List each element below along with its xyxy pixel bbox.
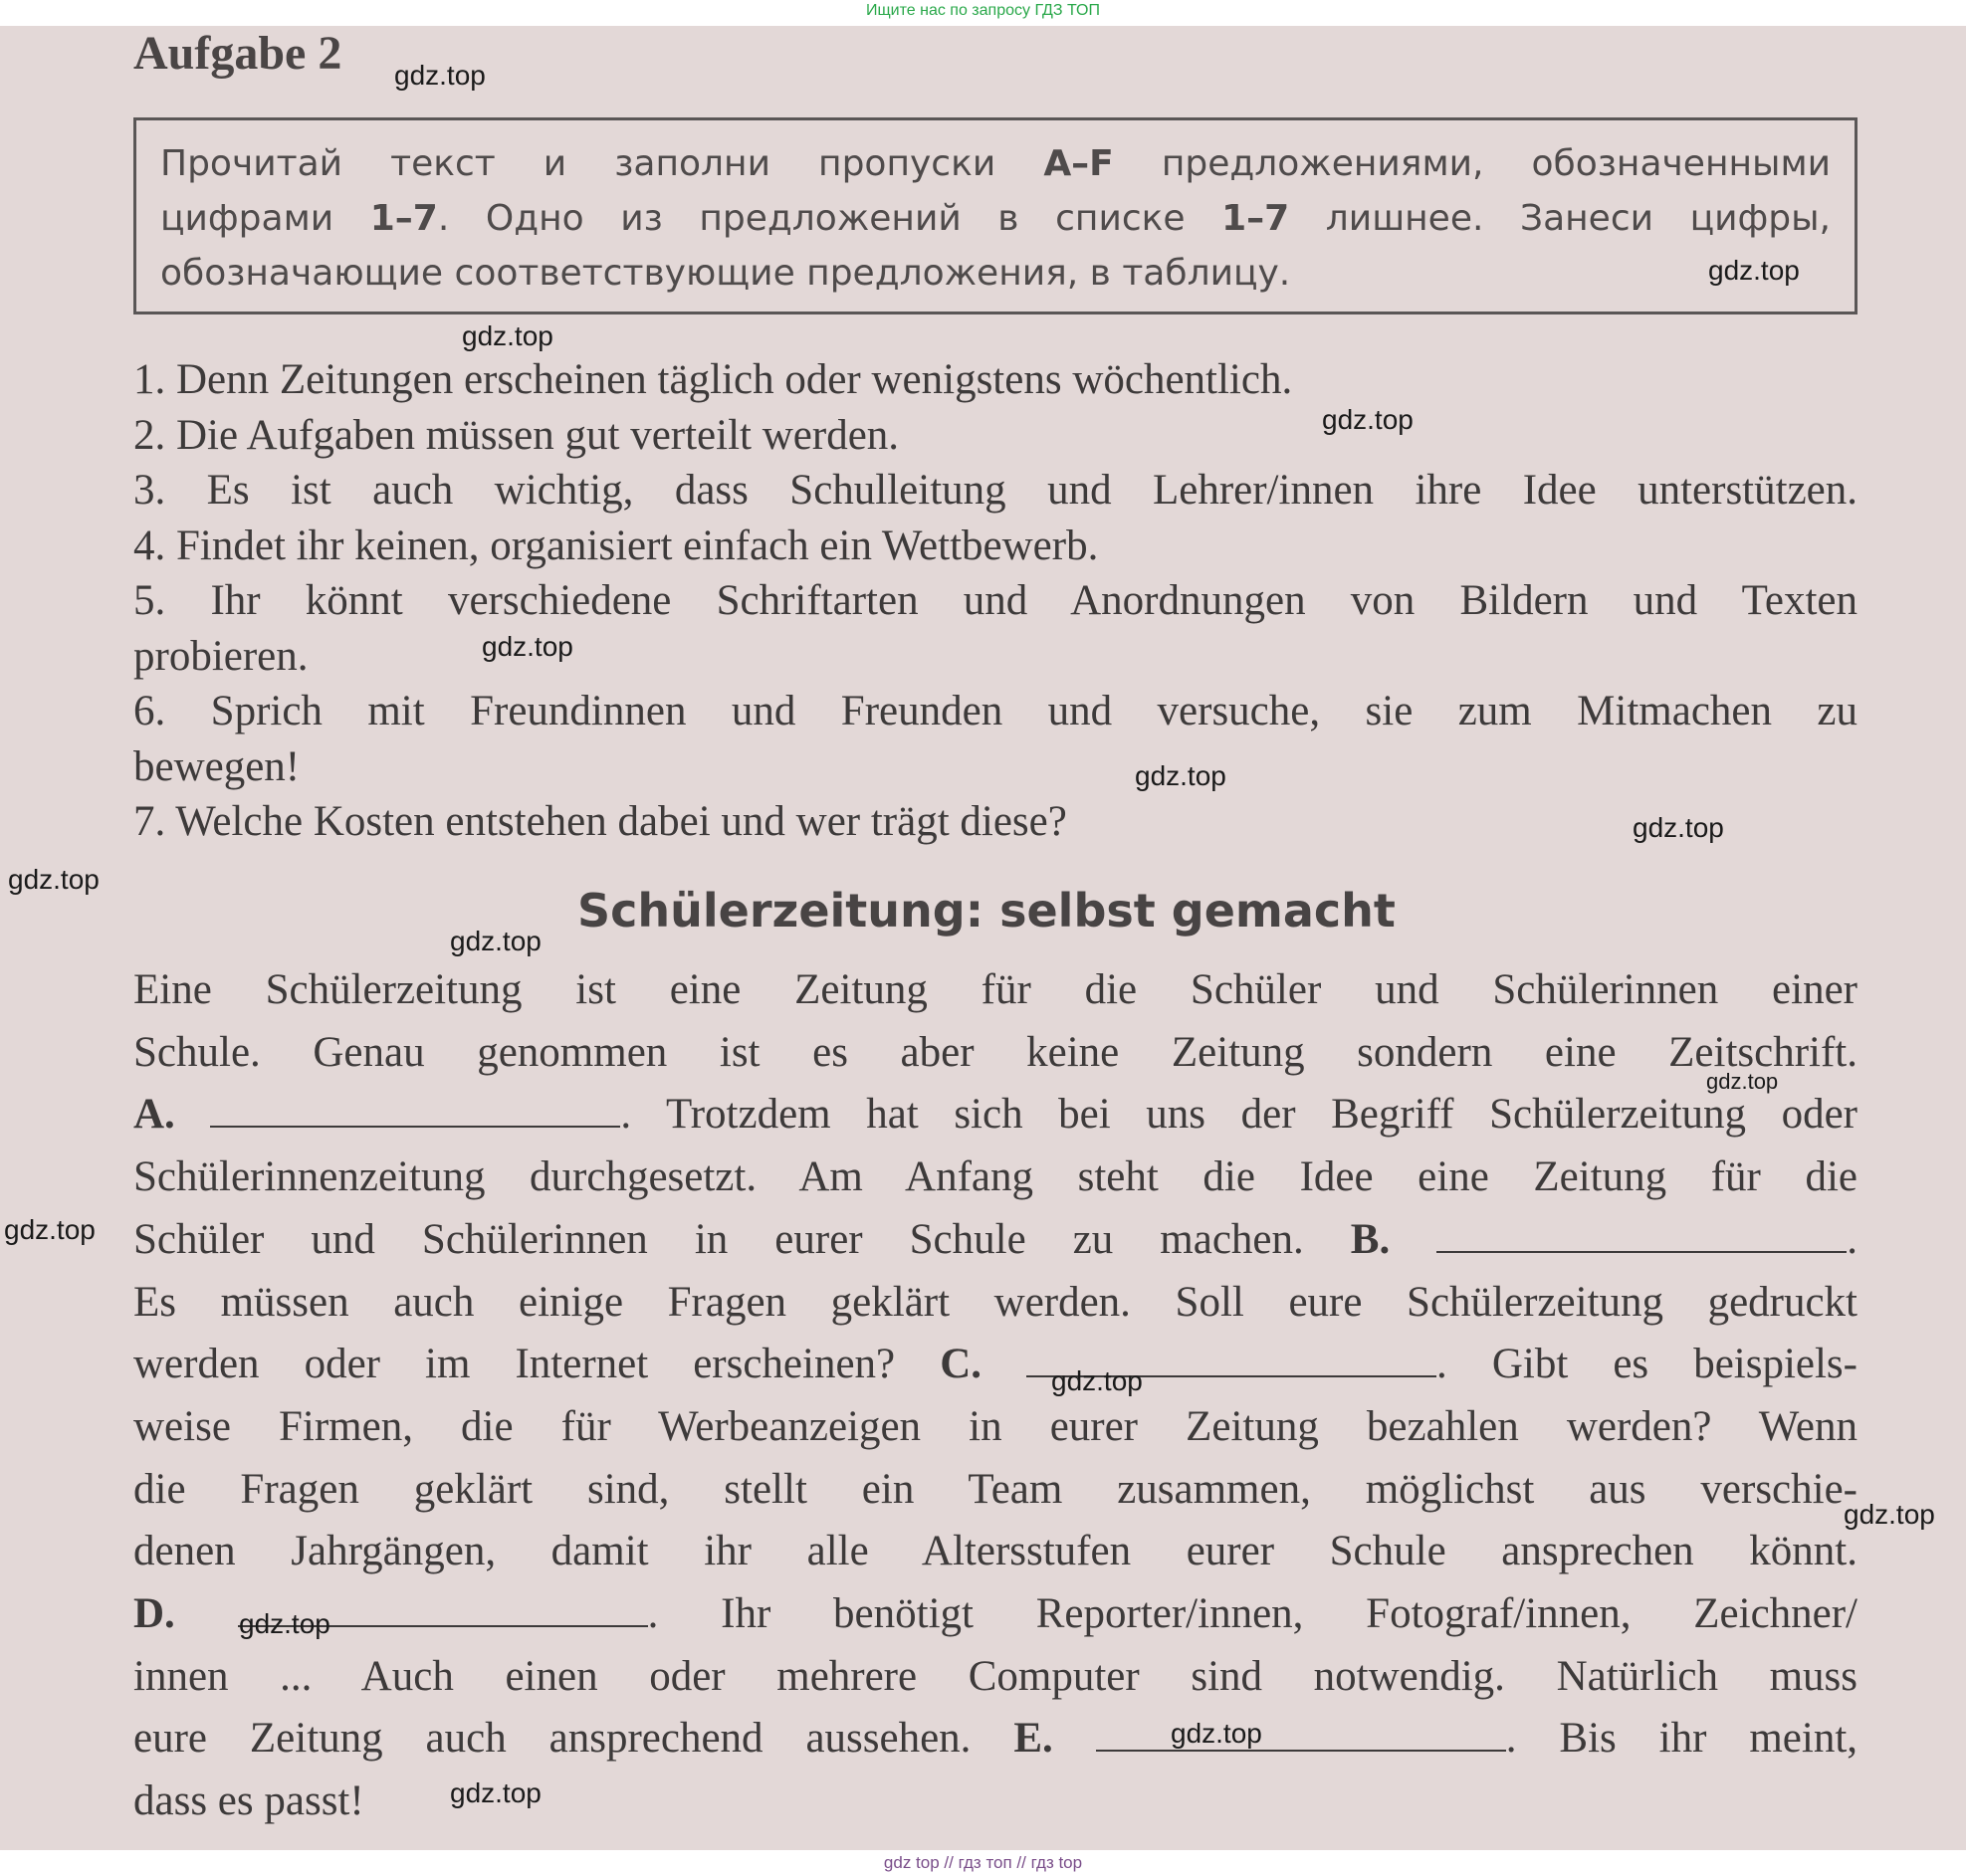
- gap-label-e: E.: [1013, 1715, 1053, 1763]
- watermark: gdz.top: [450, 1777, 542, 1808]
- watermark: gdz.top: [1171, 1718, 1262, 1749]
- watermark: gdz.top: [1051, 1365, 1143, 1396]
- sentence-list: [133, 352, 1857, 850]
- sentence-7: 7. Welche Kosten entstehen dabei und wer trägt diese?: [133, 798, 1067, 845]
- watermark: gdz.top: [1135, 760, 1226, 791]
- article-line: Eine Schülerzeitung ist eine Zeitung für die Schüler und Schülerinnen einer: [133, 966, 1857, 1013]
- instruction-line-2: цифрами 1–7. Одно из предложений в списке 1–7 лишнее. Занеси цифры,: [160, 198, 1832, 239]
- gap-label-b: B.: [1350, 1215, 1391, 1263]
- gap-label-c: C.: [940, 1341, 982, 1388]
- article-line: Schüler und Schülerinnen in eurer Schule zu machen. B. .: [133, 1215, 1858, 1263]
- article-line: Es müssen auch einige Fragen geklärt werden. Soll eure Schülerzeitung gedruckt: [133, 1278, 1857, 1326]
- watermark: gdz.top: [482, 631, 573, 662]
- sentence-6-line-1: 6. Sprich mit Freundinnen und Freunden und versuche, sie zum Mitmachen zu: [133, 688, 1857, 734]
- article-title: Schülerzeitung: selbst gemacht: [577, 884, 1396, 938]
- sentence-5-line-2: probieren.: [133, 632, 309, 680]
- article-line: die Fragen geklärt sind, stellt ein Team zusammen, möglichst aus verschie-: [133, 1465, 1857, 1513]
- sentence-4: 4. Findet ihr keinen, organisiert einfach ein Wettbewerb.: [133, 521, 1099, 569]
- article-line: weise Firmen, die für Werbeanzeigen in eurer Zeitung bezahlen werden? Wenn: [133, 1402, 1857, 1450]
- watermark: gdz.top: [1844, 1499, 1935, 1530]
- watermark: gdz.top: [462, 320, 553, 351]
- sentence-2: 2. Die Aufgaben müssen gut verteilt werden.: [133, 411, 900, 459]
- article-line: Schülerinnenzeitung durchgesetzt. Am Anfang steht die Idee eine Zeitung für die: [133, 1153, 1857, 1201]
- watermark: gdz.top: [1322, 404, 1414, 435]
- watermark: gdz.top: [239, 1608, 330, 1639]
- gap-label-d: D.: [133, 1590, 175, 1638]
- article-text: [133, 959, 1857, 1833]
- article-line: werden oder im Internet erscheinen? C. . Gibt es beispiels-: [133, 1341, 1857, 1388]
- instruction-line-3: обозначающие соответствующие предложения, в таблицу.: [160, 253, 1291, 294]
- blank-b: [1436, 1215, 1847, 1253]
- instruction-line-1: Прочитай текст и заполни пропуски A–F предложениями, обозначенными: [160, 143, 1831, 184]
- sentence-3: 3. Es ist auch wichtig, dass Schulleitung und Lehrer/innen ihre Idee unterstützen.: [133, 467, 1857, 514]
- article-line: innen ... Auch einen oder mehrere Computer sind notwendig. Natürlich muss: [133, 1652, 1857, 1700]
- sentence-6-line-2: bewegen!: [133, 742, 301, 790]
- watermark: gdz.top: [4, 1214, 96, 1245]
- watermark: gdz.top: [1633, 812, 1724, 843]
- article-line: dass es passt!: [133, 1777, 364, 1825]
- watermark: gdz.top: [394, 60, 486, 91]
- sentence-5-line-1: 5. Ihr könnt verschiedene Schriftarten und Anordnungen von Bildern und Texten: [133, 577, 1857, 624]
- blank-a: [210, 1090, 620, 1128]
- article-line: Schule. Genau genommen ist es aber keine Zeitung sondern eine Zeitschrift.: [133, 1028, 1857, 1076]
- sentence-1: 1. Denn Zeitungen erscheinen täglich oder wenigstens wöchentlich.: [133, 356, 1293, 403]
- gap-label-a: A.: [133, 1091, 175, 1139]
- watermark: gdz.top: [450, 926, 542, 956]
- article-line: A. . Trotzdem hat sich bei uns der Begriff Schülerzeitung oder: [133, 1091, 1858, 1139]
- instruction-box: [133, 117, 1857, 314]
- article-line: denen Jahrgängen, damit ihr alle Altersstufen eurer Schule ansprechen könnt.: [133, 1528, 1857, 1575]
- bottom-footer: gdz top // гдз топ // гдз top: [883, 1853, 1083, 1872]
- watermark: gdz.top: [1708, 255, 1800, 286]
- task-heading: Aufgabe 2: [133, 27, 342, 80]
- blank-e: [1096, 1714, 1506, 1752]
- watermark: gdz.top: [1706, 1069, 1779, 1094]
- top-banner: Ищите нас по запросу ГДЗ ТОП: [866, 2, 1100, 19]
- watermark: gdz.top: [8, 864, 100, 895]
- article-line: D. . Ihr benötigt Reporter/innen, Fotograf/innen, Zeichner/: [133, 1590, 1858, 1638]
- article-line: eure Zeitung auch ansprechend aussehen. E. . Bis ihr meint,: [133, 1715, 1858, 1763]
- textbook-page: [0, 26, 1966, 1850]
